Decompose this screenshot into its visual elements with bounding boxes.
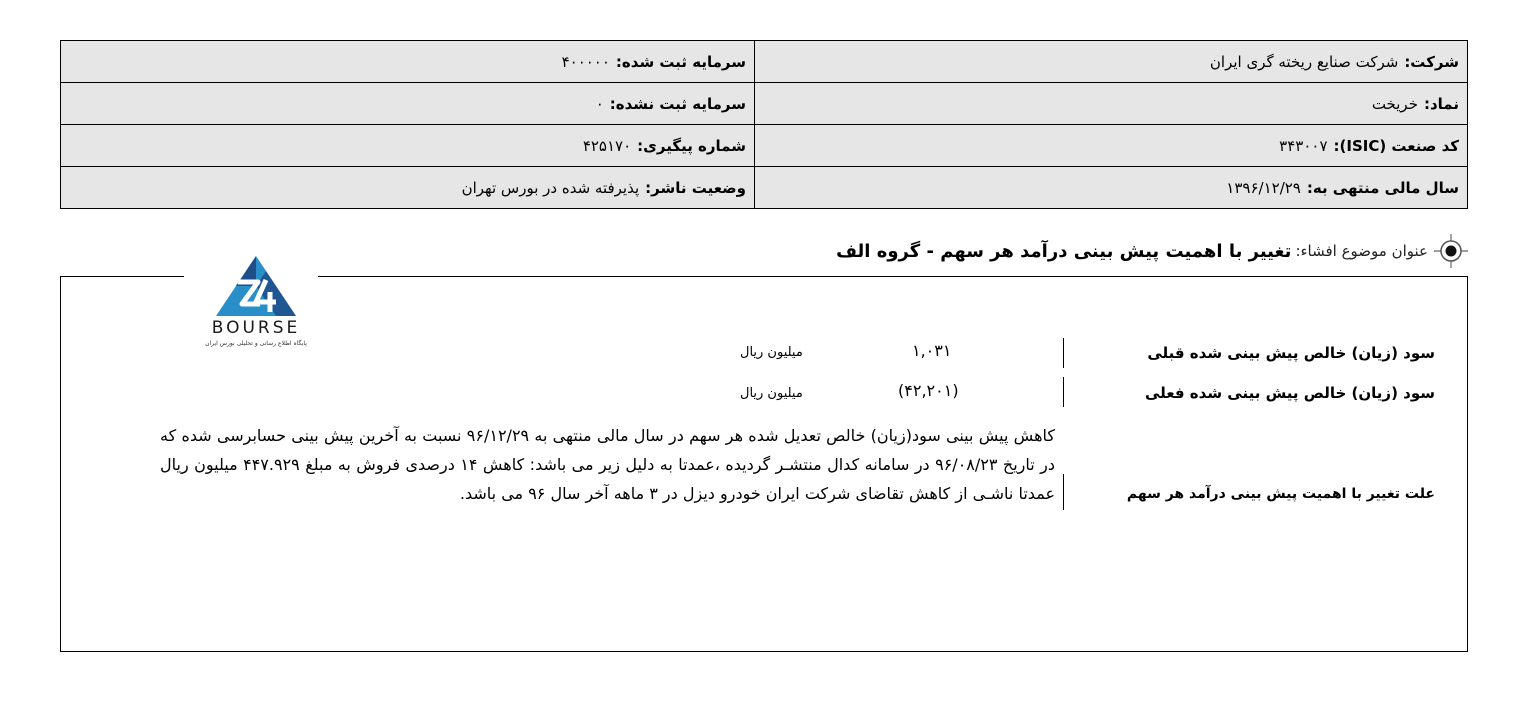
fiscal-year-value: ۱۳۹۶/۱۲/۲۹ xyxy=(1226,178,1301,197)
info-row xyxy=(61,83,1468,125)
tracking-number-label: شماره پیگیری: xyxy=(637,136,746,155)
row-divider xyxy=(1063,474,1064,510)
current-forecast-label: سود (زیان) خالص پیش بینی شده فعلی xyxy=(1144,384,1435,402)
tracking-number-cell xyxy=(61,125,755,167)
row-divider xyxy=(1063,338,1064,368)
row-divider xyxy=(1063,377,1064,407)
info-row xyxy=(61,167,1468,209)
company-cell xyxy=(755,41,1468,83)
target-icon xyxy=(1434,234,1468,268)
publisher-status-label: وضعیت ناشر: xyxy=(645,178,746,197)
logo-subtitle: پایگاه اطلاع رسانی و تحلیلی بورس ایران xyxy=(205,340,307,347)
company-info-table xyxy=(60,40,1468,209)
symbol-value: خریخت xyxy=(1371,94,1418,113)
tracking-number-value: ۴۲۵۱۷۰ xyxy=(582,136,632,155)
info-row xyxy=(61,125,1468,167)
logo-text: BOURSE xyxy=(211,318,301,338)
unregistered-capital-value: ۰ xyxy=(595,94,604,113)
publisher-status-cell xyxy=(61,167,755,209)
symbol-cell xyxy=(755,83,1468,125)
subject-title: تغییر با اهمیت پیش بینی درآمد هر سهم - گروه الف xyxy=(836,240,1292,262)
industry-code-label: کد صنعت (ISIC): xyxy=(1333,136,1459,155)
registered-capital-value: ۴۰۰۰۰۰ xyxy=(561,52,610,71)
fiscal-year-cell xyxy=(755,167,1468,209)
current-forecast-value: (۴۲,۲۰۱) xyxy=(898,381,959,400)
previous-forecast-unit: میلیون ریال xyxy=(740,345,803,360)
company-label: شرکت: xyxy=(1404,52,1459,71)
previous-forecast-value: ۱,۰۳۱ xyxy=(912,341,952,360)
industry-code-value: ۳۴۳۰۰۷ xyxy=(1279,136,1328,155)
company-value: شرکت صنایع ریخته گری ایران xyxy=(1209,52,1399,71)
disclosure-subject xyxy=(836,234,1468,268)
publisher-status-value: پذیرفته شده در بورس تهران xyxy=(461,178,640,197)
fiscal-year-label: سال مالی منتهی به: xyxy=(1306,178,1459,197)
registered-capital-label: سرمایه ثبت شده: xyxy=(615,52,746,71)
change-reason-label: علت تغییر با اهمیت پیش بینی درآمد هر سهم xyxy=(1126,486,1435,502)
change-reason-text: کاهش پیش بینی سود(زیان) خالص تعدیل شده هر سهم در سال مالی منتهی به ۹۶/۱۲/۲۹ نسبت به آخرین پیش بینی حسابرسی شده که در تاریخ ۹۶/۰۸/۲۳ در سامانه کدال منتشـر گردیده ،عمدتا به دلیل زیر می باشد: کاهش ۱۴ درصدی فروش به مبلغ ۴۴۷.۹۲۹ میلیون ریال عمدتا ناشـی از کاهش تقاضای شرکت ایران خودرو دیزل در ۳ ماهه آخر سال ۹۶ می باشد. xyxy=(160,426,1056,503)
symbol-label: نماد: xyxy=(1423,94,1459,113)
industry-code-cell xyxy=(755,125,1468,167)
box-top-border-right xyxy=(318,276,1468,277)
registered-capital-cell xyxy=(61,41,755,83)
subject-label: عنوان موضوع افشاء: xyxy=(1295,242,1428,260)
unregistered-capital-label: سرمایه ثبت نشده: xyxy=(609,94,746,113)
current-forecast-unit: میلیون ریال xyxy=(740,386,803,401)
previous-forecast-label: سود (زیان) خالص پیش بینی شده قبلی xyxy=(1147,344,1435,362)
info-row xyxy=(61,41,1468,83)
box-top-border-left xyxy=(60,276,184,277)
unregistered-capital-cell xyxy=(61,83,755,125)
